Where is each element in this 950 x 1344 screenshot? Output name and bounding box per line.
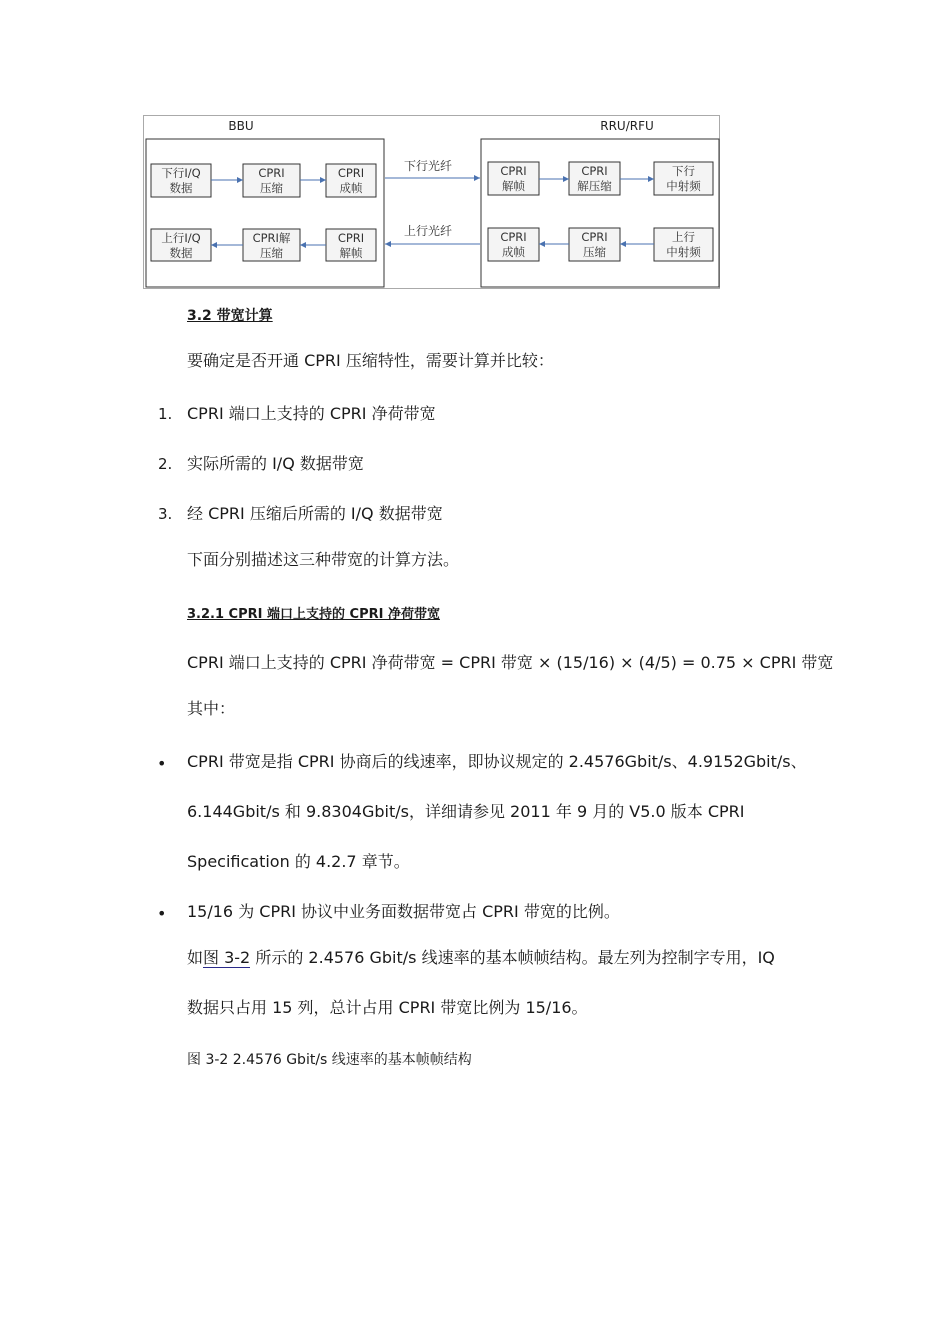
bbu-row1-block-1 bbox=[151, 164, 211, 197]
block-label-line-1: 上行I/Q bbox=[161, 231, 201, 245]
block-label-line-2: 中射频 bbox=[666, 179, 701, 193]
section-heading: 3.2 带宽计算 bbox=[187, 308, 273, 324]
block-label-line-1: CPRI bbox=[337, 166, 365, 180]
list-number-3: 3. bbox=[158, 505, 173, 523]
block-label-line-1: CPRI bbox=[500, 164, 527, 178]
subsection-heading bbox=[187, 606, 440, 624]
block-label-line-2: 成帧 bbox=[339, 181, 363, 195]
block-label-line-1: 上行 bbox=[672, 230, 695, 244]
block-label-line-1: CPRI bbox=[337, 231, 365, 245]
figure-caption: 图 3-2 2.4576 Gbit/s 线速率的基本帧帧结构 bbox=[187, 1052, 472, 1068]
formula: CPRI 端口上支持的 CPRI 净荷带宽 = CPRI 带宽 × (15/16) × (4/5) = 0.75 × CPRI 带宽 bbox=[187, 653, 834, 672]
bbu-row2-block-3 bbox=[326, 229, 376, 261]
where-label: 其中： bbox=[187, 699, 236, 718]
subsection-heading-c: CPRI 净荷带宽 bbox=[345, 607, 440, 622]
block-label-line-1: CPRI bbox=[258, 166, 285, 180]
block-label-line-2: 数据 bbox=[169, 246, 193, 260]
after-list-text: 下面分别描述这三种带宽的计算方法。 bbox=[187, 550, 460, 569]
bbu-row1-block-3 bbox=[326, 164, 376, 197]
bbu-row2-block-2 bbox=[243, 229, 300, 261]
block-label-line-2: 压缩 bbox=[260, 181, 283, 195]
block-label-line-2: 中射频 bbox=[666, 245, 701, 259]
block-label-line-1: 下行 bbox=[672, 164, 695, 178]
list-item-1: CPRI 端口上支持的 CPRI 净荷带宽 bbox=[187, 404, 436, 423]
rru-row2-block-2 bbox=[569, 228, 620, 261]
block-label-line-1: CPRI bbox=[500, 230, 527, 244]
block-label-line-2: 压缩 bbox=[583, 245, 606, 259]
list-item-3: 经 CPRI 压缩后所需的 I/Q 数据带宽 bbox=[187, 504, 443, 523]
para-text-a: 如 bbox=[187, 948, 204, 967]
list-item-2: 实际所需的 I/Q 数据带宽 bbox=[187, 454, 364, 473]
para-text-b: 所示的 2.4576 Gbit/s 线速率的基本帧帧结构。最左列为控制字专用，IQ bbox=[250, 948, 775, 967]
block-label-line-2: 解帧 bbox=[502, 179, 525, 193]
rru-row1-block-3 bbox=[654, 162, 713, 195]
bullet-1-line-3: Specification 的 4.2.7 章节。 bbox=[187, 852, 410, 871]
block-label-line-2: 压缩 bbox=[260, 246, 283, 260]
block-label-line-2: 成帧 bbox=[502, 245, 525, 259]
bullet-1-line-1: CPRI 带宽是指 CPRI 协商后的线速率，即协议规定的 2.4576Gbit/s、4.9152Gbit/s、 bbox=[187, 752, 807, 771]
list-number-2: 2. bbox=[158, 455, 173, 473]
bbu-row2-block-1 bbox=[151, 229, 211, 261]
rru-row2-block-1 bbox=[488, 228, 539, 261]
downlink-fiber-label: 下行光纤 bbox=[403, 159, 453, 173]
figure-reference-paragraph bbox=[187, 948, 775, 968]
block-label-line-1: 下行I/Q bbox=[161, 166, 201, 180]
bbu-rru-diagram bbox=[143, 115, 720, 289]
bullet-1-symbol: • bbox=[157, 754, 167, 773]
block-label-line-2: 数据 bbox=[169, 181, 193, 195]
paragraph-2: 数据只占用 15 列，总计占用 CPRI 带宽比例为 15/16。 bbox=[187, 998, 588, 1017]
block-label-line-1: CPRI bbox=[581, 230, 608, 244]
section-intro: 要确定是否开通 CPRI 压缩特性，需要计算并比较： bbox=[187, 351, 554, 370]
bullet-2-text: 15/16 为 CPRI 协议中业务面数据带宽占 CPRI 带宽的比例。 bbox=[187, 902, 620, 921]
block-label-line-1: CPRI解 bbox=[252, 231, 291, 245]
list-number-1: 1. bbox=[158, 405, 173, 423]
block-label-line-2: 解帧 bbox=[339, 246, 363, 260]
subsection-heading-b: 端口上支持的 bbox=[266, 607, 345, 622]
rru-title: RRU/RFU bbox=[600, 119, 654, 133]
rru-row1-block-1 bbox=[488, 162, 539, 195]
block-label-line-2: 解压缩 bbox=[577, 179, 612, 193]
subsection-heading-a: 3.2.1 CPRI bbox=[187, 607, 267, 622]
uplink-fiber-label: 上行光纤 bbox=[403, 224, 453, 238]
bbu-title: BBU bbox=[228, 119, 254, 133]
rru-box bbox=[481, 139, 719, 287]
bbu-row1-block-2 bbox=[243, 164, 300, 197]
block-label-line-1: CPRI bbox=[581, 164, 608, 178]
bbu-box bbox=[146, 139, 384, 287]
figure-link[interactable]: 图 3-2 bbox=[203, 948, 251, 967]
bullet-2-symbol: • bbox=[157, 904, 167, 923]
rru-row1-block-2 bbox=[569, 162, 620, 195]
rru-row2-block-3 bbox=[654, 228, 713, 261]
bullet-1-line-2: 6.144Gbit/s 和 9.8304Gbit/s，详细请参见 2011 年 9 月的 V5.0 版本 CPRI bbox=[187, 802, 745, 821]
